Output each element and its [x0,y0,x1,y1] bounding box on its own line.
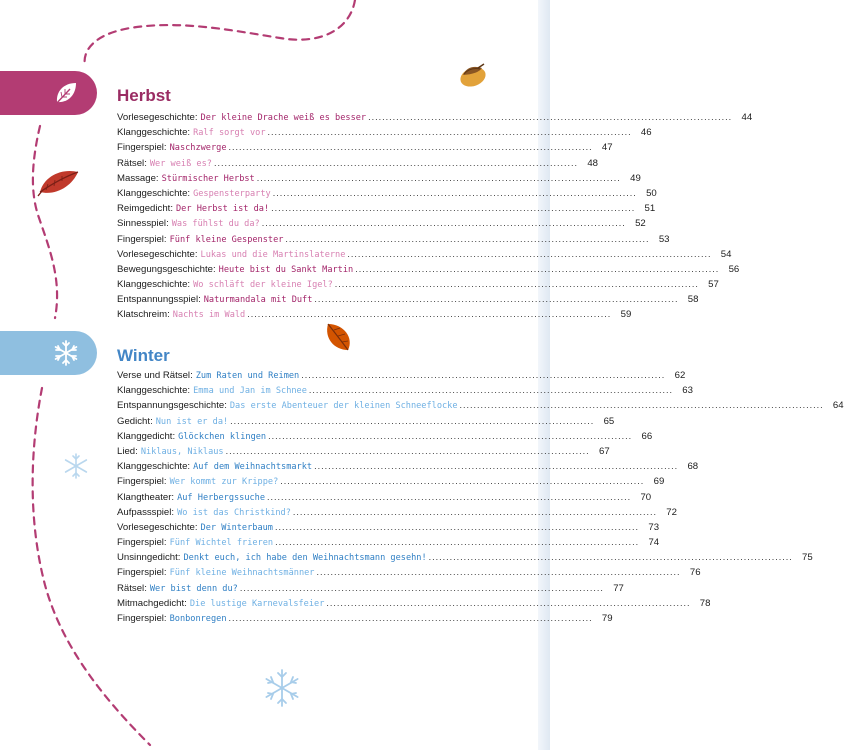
dot-leader [273,188,637,198]
dot-leader [275,522,639,532]
entry-page-number: 49 [630,172,641,184]
dot-leader [429,552,793,562]
entry-title: Bonbonregen [169,614,227,624]
entry-title: Emma und Jan im Schnee [193,386,307,397]
entry-kind: Entspannungsspiel: [117,294,201,306]
entry-kind: Klanggeschichte: [117,127,191,139]
dot-leader [214,158,578,168]
entry-page-number: 76 [689,567,701,579]
toc-entry[interactable] [117,203,656,218]
entry-title: Der Winterbaum [200,522,273,533]
entry-page-number: 54 [720,248,732,260]
entry-kind: Rätsel: [117,157,147,169]
entry-title: Wer bist denn du? [149,583,238,594]
entry-title: Auf dem Weihnachtsmarkt [193,462,313,473]
entry-kind: Mitmachgedicht: [117,597,187,609]
entry-title: Lukas und die Martinslaterne [200,249,346,260]
toc-entry[interactable] [117,294,699,309]
entry-page-number: 72 [666,506,677,518]
dot-leader [335,279,699,289]
dot-leader [285,234,649,244]
dot-leader [293,507,657,517]
dot-leader [275,537,639,547]
dot-leader [368,112,732,122]
entry-kind: Fingerspiel: [117,233,167,245]
entry-page-number: 65 [603,415,615,427]
entry-page-number: 63 [682,385,693,397]
entry-kind: Lied: [117,445,138,457]
snowflake-icon [262,668,302,708]
dot-leader [240,583,604,593]
entry-title: Nachts im Wald [172,310,246,321]
entry-title: Fünf Wichtel frieren [169,538,274,549]
entry-kind: Vorlesegeschichte: [117,521,198,533]
dot-leader [314,461,678,471]
toc-entry[interactable] [117,127,652,142]
winter-section-tab [0,331,97,375]
toc-entry[interactable] [117,142,613,157]
leaf-icon [52,79,80,107]
entry-title: Niklaus, Niklaus [140,446,224,457]
entry-title: Zum Raten und Reimen [195,371,300,381]
entry-kind: Entspannungsgeschichte: [117,400,227,412]
entry-title: Gespensterparty [193,188,271,199]
entry-page-number: 53 [658,233,670,245]
acorn-icon [458,62,490,90]
entry-page-number: 77 [613,582,624,594]
entry-title: Wer weiß es? [149,158,212,169]
entry-kind: Vorlesegeschichte: [117,248,198,260]
entry-kind: Klanggeschichte: [117,461,191,473]
entry-kind: Bewegungsgeschichte: [117,263,216,275]
toc-entry[interactable] [117,172,641,188]
entry-page-number: 50 [646,187,657,199]
entry-page-number: 70 [640,491,652,503]
toc-entry[interactable] [117,157,599,173]
entry-title: Ralf sorgt vor [193,128,266,139]
dot-leader [229,142,593,152]
entry-page-number: 44 [741,112,753,123]
entry-page-number: 66 [641,430,653,442]
dot-leader [226,446,590,456]
dot-leader [355,264,719,274]
herbst-section-title: Herbst [117,86,171,105]
toc-entry[interactable] [117,476,665,491]
entry-page-number: 51 [644,203,656,215]
entry-title: Was fühlst du da? [171,219,260,230]
dot-leader [262,218,626,228]
dot-leader [326,598,690,608]
entry-title: Naturmandala mit Duft [203,295,313,306]
toc-entry[interactable] [117,187,657,203]
entry-page-number: 56 [728,263,740,275]
entry-kind: Sinnesspiel: [117,218,169,230]
dot-leader [347,249,711,259]
entry-kind: Klanggeschichte: [117,279,191,291]
toc-entry[interactable] [117,218,646,233]
dot-leader [314,294,678,304]
entry-page-number: 69 [653,476,665,488]
entry-page-number: 73 [648,521,660,533]
entry-title: Der Herbst ist da! [176,204,270,215]
entry-kind: Klatschreim: [117,309,170,321]
entry-page-number: 67 [599,445,610,457]
toc-entry[interactable] [117,582,624,598]
snowflake-icon [62,452,90,480]
entry-page-number: 57 [708,279,719,291]
dot-leader [301,370,665,380]
entry-page-number: 46 [640,127,652,139]
toc-entry[interactable] [117,370,686,385]
leaf-icon [36,166,82,198]
dot-leader [309,385,673,395]
dot-leader [230,416,594,426]
entry-kind: Klanggeschichte: [117,187,191,199]
entry-title: Naschzwerge [169,143,227,154]
herbst-toc-list [117,112,753,325]
toc-entry[interactable] [117,400,844,415]
toc-entry[interactable] [117,112,753,127]
entry-page-number: 75 [802,552,813,564]
toc-entry[interactable] [117,537,660,552]
toc-entry[interactable] [117,263,740,279]
entry-title: Stürmischer Herbst [161,173,255,184]
snowflake-icon [52,339,80,367]
entry-page-number: 74 [648,537,660,549]
entry-kind: Unsinngedicht: [117,552,181,564]
entry-kind: Klanggedicht: [117,430,176,442]
toc-entry[interactable] [117,415,615,431]
herbst-section-tab [0,71,97,115]
toc-entry[interactable] [117,552,813,567]
dot-leader [229,613,593,623]
entry-title: Auf Herbergssuche [177,492,266,503]
entry-kind: Fingerspiel: [117,567,167,579]
entry-page-number: 48 [587,157,599,169]
dot-leader [271,203,635,213]
entry-kind: Verse und Rätsel: [117,370,193,381]
toc-entry[interactable] [117,279,719,294]
toc-entry[interactable] [117,233,670,249]
entry-kind: Rätsel: [117,582,147,594]
toc-entry[interactable] [117,309,632,324]
entry-page-number: 59 [620,309,632,321]
dot-leader [247,309,611,319]
toc-entry[interactable] [117,385,693,400]
entry-title: Der kleine Drache weiß es besser [200,113,367,123]
entry-kind: Reimgedicht: [117,203,173,215]
toc-entry[interactable] [117,521,660,537]
entry-title: Wer kommt zur Krippe? [169,477,279,488]
entry-page-number: 47 [601,142,613,154]
entry-page-number: 52 [635,218,646,230]
winter-toc-list [117,370,844,628]
entry-title: Denkt euch, ich habe den Weihnachtsmann gesehn! [183,553,427,564]
toc-entry[interactable] [117,613,613,628]
entry-title: Nun ist er da! [155,416,229,427]
dot-leader [316,567,680,577]
entry-kind: Gedicht: [117,415,153,427]
dot-leader [280,476,644,486]
dot-leader [268,431,632,441]
toc-entry[interactable] [117,506,677,522]
entry-title: Die lustige Karnevalsfeier [189,598,325,609]
entry-title: Heute bist du Sankt Martin [218,264,354,275]
entry-kind: Vorlesegeschichte: [117,112,198,123]
dot-leader [268,127,632,137]
entry-page-number: 79 [601,613,613,624]
toc-entry[interactable] [117,461,699,476]
entry-title: Fünf kleine Gespenster [169,234,284,245]
entry-kind: Fingerspiel: [117,142,167,154]
entry-page-number: 58 [687,294,699,306]
toc-entry[interactable] [117,491,652,507]
entry-page-number: 68 [687,461,699,473]
entry-page-number: 62 [674,370,686,381]
entry-kind: Klangtheater: [117,491,175,503]
entry-title: Wo schläft der kleine Igel? [193,280,333,291]
dot-leader [267,492,631,502]
toc-entry[interactable] [117,445,610,461]
toc-entry[interactable] [117,567,701,582]
leaf-icon [322,320,356,354]
entry-page-number: 78 [699,597,711,609]
entry-kind: Fingerspiel: [117,476,167,488]
entry-title: Fünf kleine Weihnachtsmänner [169,568,315,579]
entry-page-number: 64 [832,400,844,412]
entry-kind: Fingerspiel: [117,537,167,549]
toc-entry[interactable] [117,597,711,613]
dot-leader [460,400,824,410]
toc-entry[interactable] [117,248,732,264]
entry-kind: Massage: [117,172,159,184]
entry-title: Glöckchen klingen [178,431,267,442]
entry-kind: Aufpassspiel: [117,506,175,518]
toc-entry[interactable] [117,430,653,446]
entry-kind: Fingerspiel: [117,613,167,624]
entry-title: Wo ist das Christkind? [177,507,291,518]
entry-kind: Klanggeschichte: [117,385,191,397]
entry-title: Das erste Abenteuer der kleinen Schneeflocke [229,401,458,412]
dot-leader [257,173,621,183]
winter-section-title: Winter [117,346,170,365]
